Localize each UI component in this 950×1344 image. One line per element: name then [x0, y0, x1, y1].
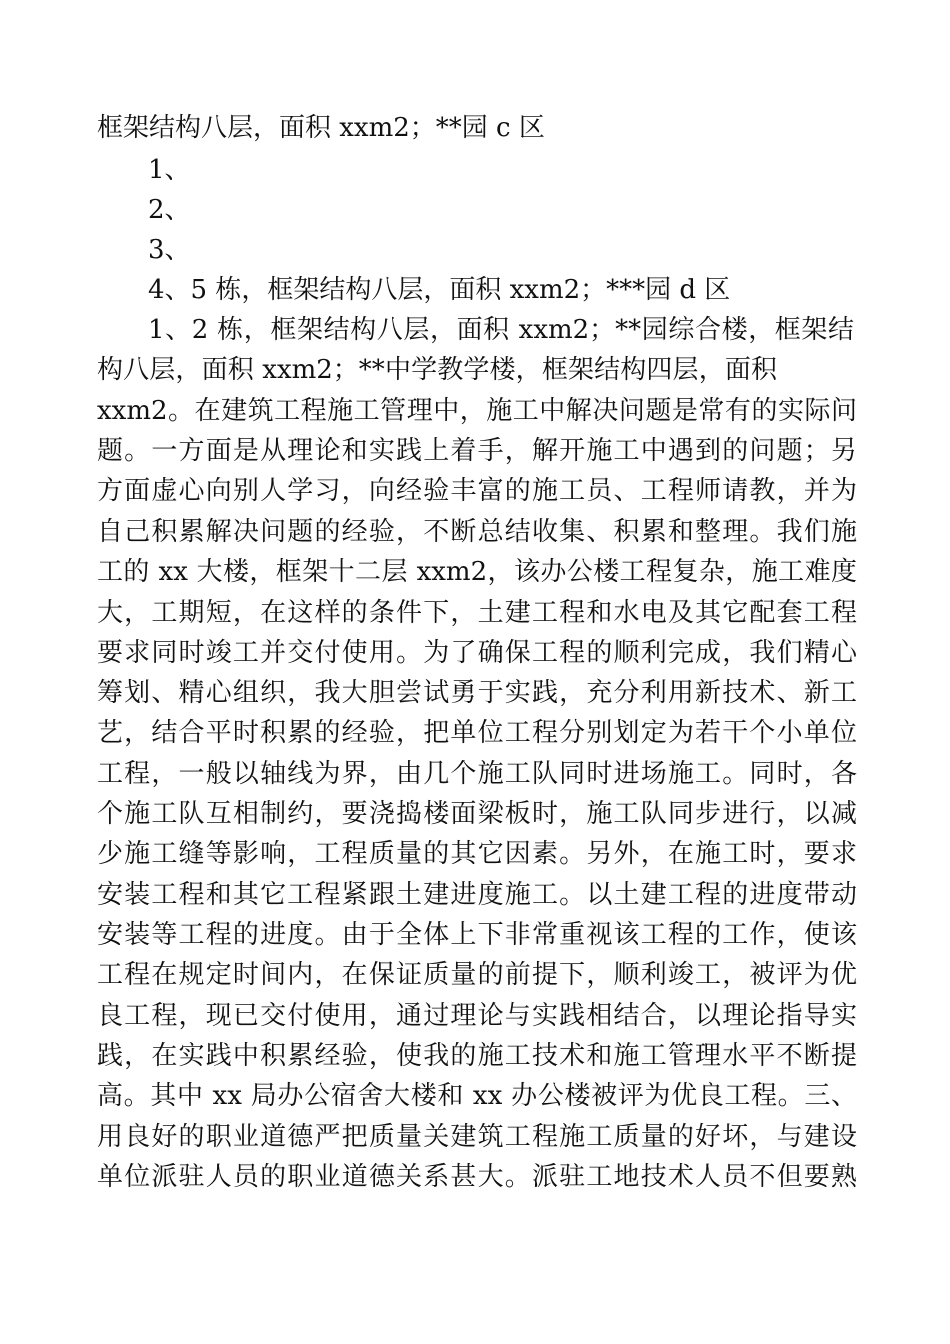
- paragraph-line-6: 自己积累解决问题的经验，不断总结收集、积累和整理。我们施: [97, 517, 857, 547]
- paragraph-line-7: 工的 xx 大楼，框架十二层 xxm2，该办公楼工程复杂，施工难度: [97, 557, 857, 587]
- text-line-1: 框架结构八层，面积 xxm2；**园 c 区: [97, 113, 545, 143]
- list-number-3: 3、: [148, 235, 191, 265]
- paragraph-line-12: 工程，一般以轴线为界，由几个施工队同时进场施工。同时，各: [97, 759, 857, 789]
- paragraph-line-15: 安装工程和其它工程紧跟土建进度施工。以土建工程的进度带动: [97, 880, 857, 910]
- paragraph-line-1: 1、2 栋，框架结构八层，面积 xxm2；**园综合楼，框架结: [148, 315, 854, 345]
- paragraph-line-5: 方面虚心向别人学习，向经验丰富的施工员、工程师请教，并为: [97, 476, 857, 506]
- paragraph-line-10: 筹划、精心组织，我大胆尝试勇于实践，充分利用新技术、新工: [97, 678, 857, 708]
- paragraph-line-22: 单位派驻人员的职业道德关系甚大。派驻工地技术人员不但要熟: [97, 1162, 857, 1192]
- paragraph-line-19: 践，在实践中积累经验，使我的施工技术和施工管理水平不断提: [97, 1041, 857, 1071]
- text-line-5: 4、5 栋，框架结构八层，面积 xxm2；***园 d 区: [148, 275, 731, 305]
- paragraph-line-4: 题。一方面是从理论和实践上着手，解开施工中遇到的问题；另: [97, 436, 857, 466]
- paragraph-line-21: 用良好的职业道德严把质量关建筑工程施工质量的好坏，与建设: [97, 1122, 857, 1152]
- paragraph-line-13: 个施工队互相制约，要浇捣楼面梁板时，施工队同步进行，以减: [97, 799, 857, 829]
- paragraph-line-16: 安装等工程的进度。由于全体上下非常重视该工程的工作，使该: [97, 920, 857, 950]
- paragraph-line-18: 良工程，现已交付使用，通过理论与实践相结合，以理论指导实: [97, 1001, 857, 1031]
- paragraph-line-20: 高。其中 xx 局办公宿舍大楼和 xx 办公楼被评为优良工程。三、: [97, 1081, 857, 1111]
- list-number-2: 2、: [148, 195, 191, 225]
- list-number-1: 1、: [148, 155, 191, 185]
- paragraph-line-11: 艺，结合平时积累的经验，把单位工程分别划定为若干个小单位: [97, 718, 857, 748]
- paragraph-line-2: 构八层，面积 xxm2；**中学教学楼，框架结构四层，面积: [97, 355, 777, 385]
- paragraph-line-8: 大，工期短，在这样的条件下，土建工程和水电及其它配套工程: [97, 598, 857, 628]
- paragraph-line-14: 少施工缝等影响，工程质量的其它因素。另外，在施工时，要求: [97, 839, 857, 869]
- paragraph-line-9: 要求同时竣工并交付使用。为了确保工程的顺利完成，我们精心: [97, 638, 857, 668]
- paragraph-line-3: xxm2。在建筑工程施工管理中，施工中解决问题是常有的实际问: [97, 396, 857, 426]
- paragraph-line-17: 工程在规定时间内，在保证质量的前提下，顺利竣工，被评为优: [97, 960, 857, 990]
